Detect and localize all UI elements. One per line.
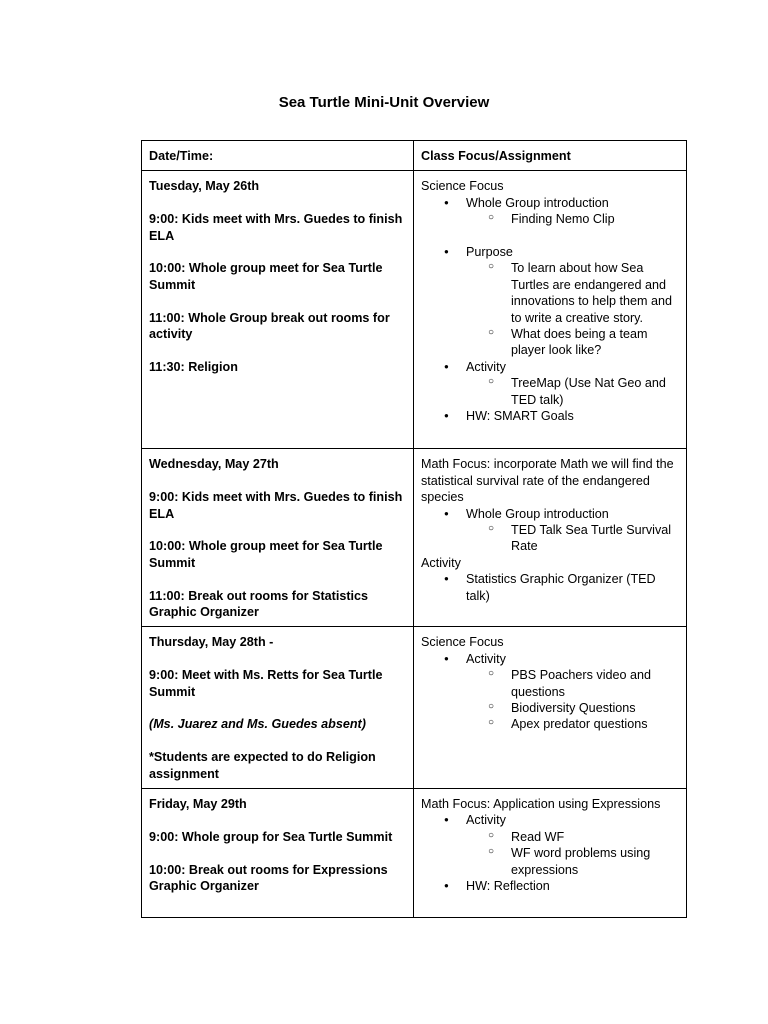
schedule-item: 9:00: Kids meet with Mrs. Guedes to finish ELA: [149, 212, 403, 243]
day-label: Wednesday, May 27th: [149, 457, 279, 472]
page-title: Sea Turtle Mini-Unit Overview: [278, 94, 490, 111]
schedule-item: *Students are expected to do Religion assignment: [149, 750, 376, 781]
spacer: [421, 228, 679, 244]
focus-heading: Math Focus: Application using Expressions: [421, 797, 661, 812]
sub-bullet-item: ○ Biodiversity Questions: [421, 700, 679, 716]
focus-heading: Science Focus: [421, 179, 504, 194]
day-label: Tuesday, May 26th: [149, 179, 260, 194]
bullet-item: ● Activity: [421, 651, 679, 667]
schedule-item: 10:00: Whole group meet for Sea Turtle Summit: [149, 539, 383, 570]
focus-heading: Science Focus: [421, 635, 504, 650]
header-date-time: Date/Time:: [142, 141, 414, 171]
absence-note: (Ms. Juarez and Ms. Guedes absent): [149, 717, 366, 732]
focus-heading: Math Focus: incorporate Math we will find the statistical survival rate of the endangered species: [421, 457, 674, 505]
focus-cell-friday: [414, 789, 687, 918]
sub-bullet-item: ○ PBS Poachers video and questions: [421, 667, 679, 700]
bullet-item: ● Whole Group introduction: [421, 195, 679, 211]
table-row: [142, 449, 687, 627]
sub-bullet-item: ○ Apex predator questions: [421, 716, 679, 732]
bullet-item: ● Statistics Graphic Organizer (TED talk): [421, 571, 679, 604]
date-cell-thursday: [142, 627, 414, 789]
bullet-item: ● Activity: [421, 812, 679, 828]
bullet-item: ● Purpose: [421, 244, 679, 260]
sub-bullet-item: ○ TreeMap (Use Nat Geo and TED talk): [421, 375, 679, 408]
schedule-item: 11:30: Religion: [149, 359, 238, 374]
date-cell-wednesday: [142, 449, 414, 627]
bullet-item: ● Whole Group introduction: [421, 506, 679, 522]
sub-bullet-item: ○ To learn about how Sea Turtles are endangered and innovations to help them and to write a creative story.: [421, 260, 679, 326]
focus-cell-thursday: [414, 627, 687, 789]
date-cell-friday: [142, 789, 414, 918]
bullet-item: ● Activity: [421, 359, 679, 375]
schedule-item: 11:00: Break out rooms for Statistics Graphic Organizer: [149, 588, 369, 620]
focus-cell-tuesday: [414, 171, 687, 449]
sub-bullet-item: ○ TED Talk Sea Turtle Survival Rate: [421, 522, 679, 555]
table-header-row: [142, 141, 687, 171]
table-row: [142, 789, 687, 918]
sub-bullet-item: ○ Finding Nemo Clip: [421, 211, 679, 227]
bullet-item: ● HW: SMART Goals: [421, 408, 679, 424]
sub-bullet-item: ○ WF word problems using expressions: [421, 845, 679, 878]
table-row: [142, 627, 687, 789]
schedule-item: 9:00: Meet with Ms. Retts for Sea Turtle Summit: [149, 668, 383, 699]
bullet-item: ● HW: Reflection: [421, 878, 679, 894]
date-cell-tuesday: [142, 171, 414, 449]
sub-bullet-item: ○ Read WF: [421, 829, 679, 845]
header-class-focus: Class Focus/Assignment: [414, 141, 687, 171]
schedule-item: 10:00: Whole group meet for Sea Turtle Summit: [149, 261, 383, 292]
day-label: Friday, May 29th: [149, 797, 247, 812]
table-row: [142, 171, 687, 449]
focus-cell-wednesday: [414, 449, 687, 627]
schedule-item: 11:00: Whole Group break out rooms for activity: [149, 310, 390, 342]
schedule-table: [141, 140, 687, 918]
activity-label: Activity: [421, 555, 461, 570]
day-label: Thursday, May 28th -: [149, 635, 274, 650]
sub-bullet-item: ○ What does being a team player look like?: [421, 326, 679, 359]
schedule-item: 9:00: Kids meet with Mrs. Guedes to finish ELA: [149, 490, 403, 521]
schedule-item: 9:00: Whole group for Sea Turtle Summit: [149, 829, 393, 844]
schedule-item: 10:00: Break out rooms for Expressions Graphic Organizer: [149, 862, 388, 894]
